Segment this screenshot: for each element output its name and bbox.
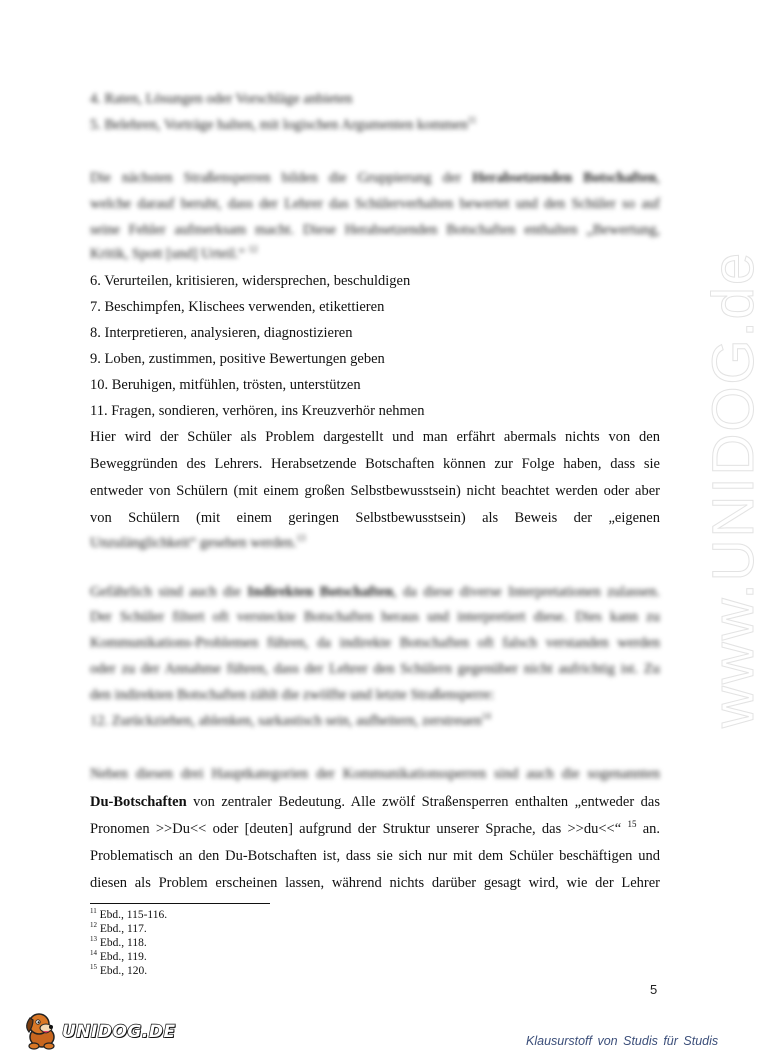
blurred-paragraph-line: Die nächsten Straßensperren bilden die Gruppierung der Herabsetzenden Botschaften, [90, 170, 660, 186]
term-du-botschaften: Du-Botschaften [90, 794, 187, 810]
blurred-paragraph-line: den indirekten Botschaften zählt die zwölfte und letzte Straßensperre: [90, 687, 495, 703]
blurred-paragraph-line: Kritik, Spott [und] Urteil.“ $^{12}$ [90, 244, 258, 262]
paragraph-line: diesen als Problem erscheinen lassen, während nichts darüber gesagt wird, wie der Lehrer [90, 875, 660, 891]
list-item: 8. Interpretieren, analysieren, diagnostizieren [90, 325, 353, 341]
blurred-paragraph-line: seine Fehler aufmerksam macht. Diese Herabsetzenden Botschaften enthalten „Bewertung, [90, 222, 660, 238]
page-number: 5 [650, 982, 658, 997]
footnote: $^{15}$ Ebd., 120. [90, 963, 148, 977]
blurred-paragraph-line: Unzulänglichkeit“ gesehen werden.$^{13}$ [90, 533, 306, 551]
list-item: 7. Beschimpfen, Klischees verwenden, etikettieren [90, 299, 385, 315]
paragraph-line: Hier wird der Schüler als Problem dargestellt und man erfährt abermals nichts von den [90, 429, 660, 445]
list-item: 10. Beruhigen, mitfühlen, trösten, unterstützen [90, 377, 361, 393]
footnote: $^{13}$ Ebd., 118. [90, 935, 147, 949]
blurred-list-item: 5. Belehren, Vorträge halten, mit logischen Argumenten kommen$^{11}$ [90, 115, 477, 133]
blurred-list-item: 4. Raten, Lösungen oder Vorschläge anbieten [90, 91, 353, 107]
blurred-list-item: 12. Zurückziehen, ablenken, sarkastisch sein, aufheitern, zerstreuen$^{14}$ [90, 711, 491, 729]
footer-tagline: Klausurstoff von Studis für Studis [526, 1034, 719, 1048]
blurred-paragraph-line: Der Schüler filtert oft versteckte Botschaften heraus und interpretiert diese. Dies kann zu [90, 609, 660, 625]
paragraph-line: entweder von Schülern (mit einem großen Selbstbewusstsein) nicht beachtet werden oder aber [90, 483, 660, 499]
paragraph-line: Pronomen >>Du<< oder [deuten] aufgrund der Struktur unserer Sprache, das >>du<<“ $^{15}$ an. [90, 819, 661, 837]
list-item: 9. Loben, zustimmen, positive Bewertungen geben [90, 351, 385, 367]
blurred-paragraph-line: Kommunikations-Problemen führen, da indirekte Botschaften oft falsch verstanden werden [90, 635, 660, 651]
list-item: 11. Fragen, sondieren, verhören, ins Kreuzverhör nehmen [90, 403, 425, 419]
paragraph-line: Du-Botschaften von zentraler Bedeutung. Alle zwölf Straßensperren enthalten „entweder das [90, 794, 660, 810]
blurred-paragraph-line: welche darauf beruht, dass der Lehrer das Schülerverhalten bewertet und den Schüler so auf [90, 196, 660, 212]
paragraph-line: Problematisch an den Du-Botschaften ist, dass sie sich nur mit dem Schüler beschäftigen und [90, 848, 660, 864]
footnote: $^{14}$ Ebd., 119. [90, 949, 147, 963]
footnote-rule [90, 903, 270, 904]
logo-text: UNIDOG.DE [62, 1022, 176, 1042]
blurred-paragraph-line: oder zu der Annahme führen, dass der Lehrer den Schülern gegenüber nicht aufrichtig ist. Zu [90, 661, 660, 677]
watermark: www.UNIDOG.de [701, 250, 766, 728]
unidog-logo [22, 1010, 176, 1050]
blurred-paragraph-line: Neben diesen drei Hauptkategorien der Kommunikationssperren sind auch die sogenannten [90, 766, 660, 782]
blurred-paragraph-line: Gefährlich sind auch die Indirekten Botschaften, da diese diverse Interpretationen zulassen. [90, 584, 660, 600]
footnote: $^{12}$ Ebd., 117. [90, 921, 147, 935]
paragraph-line: von Schülern (mit einem geringen Selbstbewusstsein) als Beweis der „eigenen [90, 510, 660, 526]
footnote: $^{11}$ Ebd., 115-116. [90, 907, 168, 921]
dog-mascot-icon [22, 1010, 66, 1050]
list-item: 6. Verurteilen, kritisieren, widersprechen, beschuldigen [90, 273, 411, 289]
paragraph-line: Beweggründen des Lehrers. Herabsetzende Botschaften können zur Folge haben, dass sie [90, 456, 660, 472]
